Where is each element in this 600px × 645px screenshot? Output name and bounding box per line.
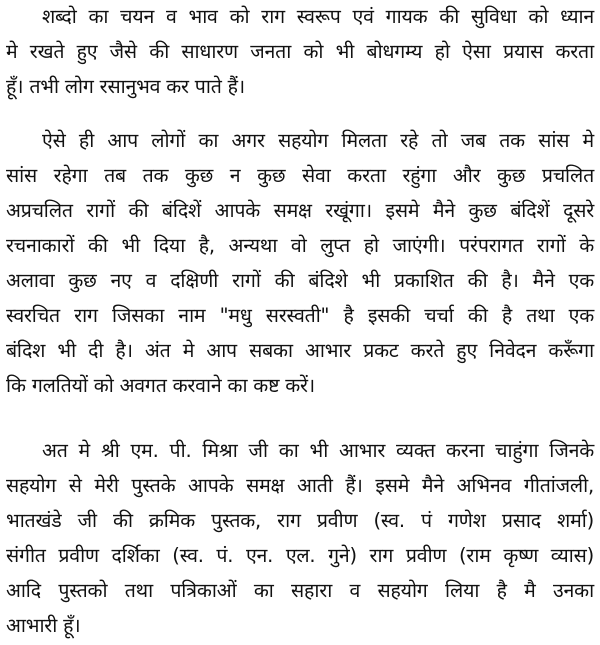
- text-line: स्वरचित राग जिसका नाम "मधु सरस्वती" है इसकी चर्चा की है तथा एक: [6, 304, 594, 327]
- text-line: अलावा कुछ नए व दक्षिणी रागों की बंदिशे भी प्रकाशित की है। मैने एक: [6, 269, 594, 292]
- text-line: आभारी हूँ।: [6, 614, 81, 637]
- text-line: अत मे श्री एम. पी. मिश्रा जी का भी आभार व्यक्त करना चाहुंगा जिनके: [42, 439, 594, 462]
- text-line: शब्दो का चयन व भाव को राग स्वरूप एवं गायक की सुविधा को ध्यान: [42, 5, 594, 28]
- text-line: ऐसे ही आप लोगों का अगर सहयोग मिलता रहे तो जब तक सांस मे: [42, 129, 594, 152]
- text-line: संगीत प्रवीण दर्शिका (स्व. पं. एन. एल. गुने) राग प्रवीण (राम कृष्ण व्यास): [6, 544, 594, 567]
- text-line: हूँ। तभी लोग रसानुभव कर पाते हैं।: [6, 75, 245, 98]
- text-line: सहयोग से मेरी पुस्तके आपके समक्ष आती हैं। इसमे मैने अभिनव गीतांजली,: [6, 474, 594, 497]
- text-line: भातखंडे जी की क्रमिक पुस्तक, राग प्रवीण (स्व. पं गणेश प्रसाद शर्मा): [6, 509, 594, 532]
- text-line: रचनाकारों की भी दिया है, अन्यथा वो लुप्त हो जाएंगी। परंपरागत रागों के: [6, 234, 594, 257]
- text-line: सांस रहेगा तब तक कुछ न कुछ सेवा करता रहुंगा और कुछ प्रचलित: [6, 164, 594, 187]
- text-line: बंदिश भी दी है। अंत मे आप सबका आभार प्रकट करते हुए निवेदन करूँगा: [6, 339, 594, 362]
- text-line: कि गलतियों को अवगत करवाने का कष्ट करें।: [6, 374, 316, 397]
- text-line: आदि पुस्तको तथा पत्रिकाओं का सहारा व सहयोग लिया है मै उनका: [6, 579, 594, 602]
- text-line: अप्रचलित रागों की बंदिशें आपके समक्ष रखूंगा। इसमे मैने कुछ बंदिशें दूसरे: [6, 199, 594, 222]
- text-line: मे रखते हुए जैसे की साधारण जनता को भी बोधगम्य हो ऐसा प्रयास करता: [6, 40, 594, 63]
